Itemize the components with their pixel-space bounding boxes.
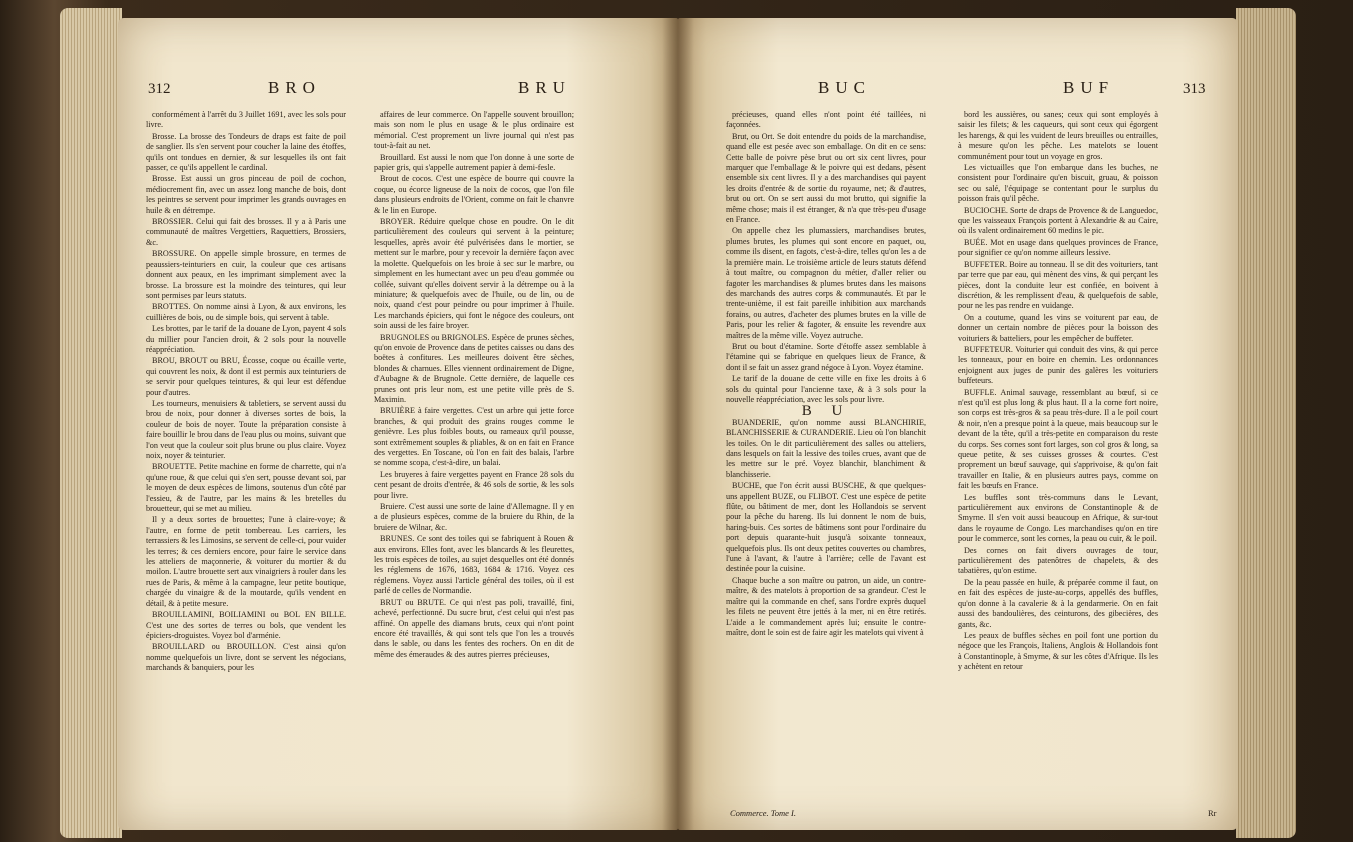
left-running-head-2: BRU [518,78,571,97]
left-page [118,18,678,830]
right-column-1 [726,110,926,639]
dictionary-entry: BUCHE, que l'on écrit aussi BUSCHE, & que quelques-uns appellent BUZE, ou FLIBOT. C'est une espèce de petite flûte, ou bâtiment de mer, dont les Hollandois se servent pour la pêche du hareng. Ils lui donnent le nom de buis, haring-buis. Ces sortes de bâtimens sont pour l'ordinaire du port depuis quarante-huit jusqu'à soixante tonneaux, quelquefois plus. Ils ont deux petites couvertes ou chambres, l'une à l'avant, & l'autre à l'arrière; celle de l'avant est destinée pour la cuisine. [726,481,926,574]
left-running-head-1: BRO [268,78,321,97]
right-running-head-2: BUF [1063,78,1115,97]
dictionary-entry: On appelle chez les plumassiers, marchandises brutes, plumes brutes, les plumes qui sont encore en paquet, ou, comme ils disent, en fagots, c'est-à-dire, telles qu'on les a de la première main. Le troisième article de leurs statuts défend à tout maître, ou compagnon du métier, d'aller relier ou fagoter les marchandises & plumes brutes dans les maisons des marchands des autres corps & communautés. Et par le trente-unième, il est fait pareille inhibition aux marchands forains, ou autres, d'acheter des plumes brutes en la ville de Paris, pour les relier & fagoter, & ensuite les revendre aux maîtres de la même ville. Voyez autruche. [726,226,926,340]
dictionary-entry: On a coutume, quand les vins se voiturent par eau, de donner un certain nombre de pièces pour la boisson des voituriers & batteliers, pour les empêcher de buffeter. [958,312,1158,343]
dictionary-entry: BRUIÈRE à faire vergettes. C'est un arbre qui jette force branches, & qui produit des grains rouges comme le genièvre. Les plus foibles bouts, ou rameaux qu'il pousse, sont extrêmement souples & pliables, & on en fait en France des vergettes. En Toscane, où l'on en fait des balais, l'arbre se nomme scopa, c'est-à-dire, un balai. [374,406,574,468]
section-heading: B U [801,403,851,420]
dictionary-entry: affaires de leur commerce. On l'appelle souvent brouillon; mais son nom le plus en usage & le plus ordinaire est mémorial. C'est proprement un livre journal qui n'est pas tout-à-fait au net. [374,110,574,151]
dictionary-entry: BROUILLARD ou BROUILLON. C'est ainsi qu'on nomme quelquefois un livre, dont se servent les négocians, marchands & banquiers, pour les [146,642,346,673]
left-column-1 [146,110,346,675]
dictionary-entry: BROU, BROUT ou BRU, Écosse, coque ou écaille verte, qui couvrent les noix, & dont il est permis aux teinturiers de se servir pour quelques teintures, & qui leur est défendue pour d'autres. [146,356,346,397]
right-page-edges [1236,8,1296,838]
dictionary-entry: BROSSIER. Celui qui fait des brosses. Il y a à Paris une communauté de maîtres Vergettiers, Raquettiers, Brossiers, &c. [146,217,346,247]
dictionary-entry: Brosse. La brosse des Tondeurs de draps est faite de poil de sanglier. Ils s'en servent pour coucher la laine des étoffes, qu'ils ont tondues en dernier, & sur lesquelles ils ont fait passer, ce qu'ils appellent le cardinal. [146,131,346,173]
dictionary-entry: BUFFETEUR. Voiturier qui conduit des vins, & qui perce les tonneaux, pour en boire en chemin. Les ordonnances enjoignent aux juges de punir des galères les voituriers buffeteurs. [958,344,1158,386]
dictionary-entry: BRUT ou BRUTE. Ce qui n'est pas poli, travaillé, fini, achevé, perfectionné. Du sucre brut, c'est celui qui n'est pas affiné. On appelle des diamans bruts, ceux qui n'ont point encore été travaillés, & qui sont tels que l'on les a trouvés dans le sable, ou dans les fentes des rochers. On en dit de même des émeraudes & des autres pierres précieuses, [374,597,574,659]
dictionary-entry: BUFFLE. Animal sauvage, ressemblant au bœuf, si ce n'est qu'il est plus long & plus haut. Il a la corne fort noire, son corps est très-gros & sa peau très-dure. Il a le poil court & noir, n'en a presque point à la queue, mais beaucoup sur le devant de la tête, qu'il a très-petite en comparaison du reste du corps. Ses cornes sont fort larges, son col gros & long, sa queue petite, & ses cuisses grosses & courtes. C'est proprement un bœuf sauvage, qui s'apprivoise, & qu'on fait travailler en Italie, & en plusieurs autres pays, comme on fait les bœufs en France. [958,387,1158,491]
dictionary-entry: Des cornes on fait divers ouvrages de tour, particulièrement des patenôtres de chapelets, & des tabatières, qu'on estime. [958,545,1158,576]
dictionary-entry: BROUETTE. Petite machine en forme de charrette, qui n'a qu'une roue, & que celui qui s'en sert, pousse devant soi, par le moyen de deux espèces de limons, soutenus d'un côté par l'essieu, & de l'autre, par les mains & les bretelles du brouetteur, qui se met au milieu. [146,462,346,514]
dictionary-entry: BRUNES. Ce sont des toiles qui se fabriquent à Rouen & aux environs. Elles font, avec les blancards & les fleurettes, les trois espèces de toiles, au sujet desquelles ont été donnés les réglemens de 1676, 1683, 1684 & 1716. Voyez ces réglemens. Voyez aussi l'article général des toiles, où il est parlé de celles de Normandie. [374,534,574,596]
dictionary-entry: Les peaux de buffles sèches en poil font une portion du négoce que les François, Italiens, Anglois & Hollandois font à Constantinople, à Smyrne, & sur les côtes d'Afrique. Ils les y achètent en retour [958,630,1158,672]
dictionary-entry: Les buffles sont très-communs dans le Levant, particulièrement aux environs de Constantinople & de Smyrne. Il s'en voit aussi beaucoup en Afrique, & sur-tout dans le royaume de Congo. Les marchandises qu'on en tire pour le commerce, sont les cornes, la peau ou cuir, & le poil. [958,492,1158,544]
footer-volume: Commerce. Tome I. [730,808,796,818]
dictionary-entry: Les brottes, par le tarif de la douane de Lyon, payent 4 sols du millier pour l'ancien droit, & 2 sols pour la nouvelle réappréciation. [146,324,346,354]
dictionary-entry: Brouillard. Est aussi le nom que l'on donne à une sorte de papier gris, qui s'appelle autrement papier à demi-fesle. [374,152,574,173]
left-page-number: 312 [148,81,171,97]
dictionary-entry: Bruiere. C'est aussi une sorte de laine d'Allemagne. Il y en a de plusieurs espèces, comme de la bruiere du Rhin, de la bruiere de Wilnar, &c. [374,502,574,532]
signature-mark: Rr [1208,808,1217,818]
left-page-edges [60,8,122,838]
dictionary-entry: bord les aussières, ou sanes; ceux qui sont employés à saisir les filets; & les caqueurs, qui sont ceux qui égorgent les harengs, & qui les vuident de leurs breuilles ou entrailles, à mesure qu'on les pêche. Les matelots se louent communément pour tout un voyage en gros. [958,110,1158,161]
dictionary-entry: BUANDERIE, qu'on nomme aussi BLANCHIRIE, BLANCHISSERIE & CURANDERIE. Lieu où l'on blanchit les toiles. On le dit particulièrement des salles ou atteliers, dans lesquels on fait la lessive des toiles crues, avant que de les mettre sur le pré. Voyez blanchir, blanchiment & blanchisserie. [726,417,926,479]
dictionary-entry: Brut ou bout d'étamine. Sorte d'étoffe assez semblable à l'étamine qui se fabrique en quelques lieux de France, & dont il se fait un assez grand négoce à Lyon. Voyez étamine. [726,341,926,372]
dictionary-entry: Le tarif de la douane de cette ville en fixe les droits à 6 sols du quintal pour l'ancienne taxe, & à 3 sols pour la nouvelle réappréciation, avec les sols pour livre. [726,374,926,404]
dictionary-entry: BROTTES. On nomme ainsi à Lyon, & aux environs, les cuillières de bois, ou de simple bois, qui servent à table. [146,302,346,322]
dictionary-entry: Il y a deux sortes de brouettes; l'une à claire-voye; & l'autre, en forme de petit tombereau. Les carriers, les terrassiers & les Limosins, se servent de celle-ci, pour vuider les terres; & ces derniers encore, pour faire le service dans les atteliers de maçonnerie, & voiturer du mortier & du moilon. L'autre brouette sert aux vinaigriers à rouler dans les rues de Paris, & même à la campagne, leur petite boutique, chargée du vinaigre & de la moutarde, qu'ils vendent en détail, & à petite mesure. [146,515,346,608]
dictionary-entry: Les tourneurs, menuisiers & tabletiers, se servent aussi du brou de noix, pour donner à diverses sortes de bois, la couleur de bois de noyer. Toute la préparation consiste à faire bouillir le brou dans de l'eau plus ou moins, suivant que l'on veut que la couleur soit plus brune ou plus claire. Voyez noix, noyer & teinturier. [146,398,346,460]
dictionary-entry: BUFFETER. Boire au tonneau. Il se dit des voituriers, tant par terre que par eau, qui mènent des vins, & qui perçant les pièces, dont la conduite leur est confiée, en boivent à discrétion, & les remplissent d'eau, & quelquefois de sable, pour ne les pas rendre en vuidange. [958,259,1158,311]
dictionary-entry: Chaque buche a son maître ou patron, un aide, un contre-maître, & des matelots à proportion de sa grandeur. C'est le maître qui la commande en chef, sans l'ordre exprès duquel les filets ne peuvent être jettés à la mer, ni en être retirés. L'aide a le commandement après lui; ensuite le contre-maître, dont le soin est de faire agir les matelots qui vivent à [726,575,926,637]
dictionary-entry: conformément à l'arrêt du 3 Juillet 1691, avec les sols pour livre. [146,110,346,130]
dictionary-entry: BROYER. Réduire quelque chose en poudre. On le dit particulièrement des couleurs qui servent à la peinture; lesquelles, après avoir été pulvérisées dans le mortier, se mettent sur le marbre, pour y recevoir la dernière façon avec la molette. Quelquefois on les broie à sec sur le marbre, ou simplement en les humectant avec un peu d'eau gommée ou collée, suivant qu'elles doivent servir à la détrempe ou à la miniature; & quelquefois avec de l'huile, ou de lin, ou de noix, quand c'est pour peindre ou pour imprimer à l'huile. Les marchands épiciers, qui font le négoce des couleurs, ont soin aussi de les faire broyer. [374,217,574,331]
dictionary-entry: précieuses, quand elles n'ont point été taillées, ni façonnées. [726,110,926,130]
right-running-head-1: BUC [818,78,871,97]
dictionary-entry: BUÉE. Mot en usage dans quelques provinces de France, pour signifier ce qu'on nomme ailleurs lessive. [958,237,1158,258]
left-column-2 [374,110,574,661]
dictionary-entry: BROSSURE. On appelle simple brossure, en termes de peaussiers-teinturiers en cuir, la couleur que ces artisans donnent aux peaux, en les imprimant simplement avec la brosse. La brossure est la moindre des teintures, qui leur sont permises par leurs statuts. [146,249,346,300]
dictionary-entry: BRUGNOLES ou BRIGNOLES. Espèce de prunes sèches, qu'on envoie de Provence dans de petites caisses ou dans des boëtes à confitures. Les meilleures doivent être sèches, blondes & charnues. Elles viennent ordinairement de Digne, d'Aubagne & de Brugnole. Cette dernière, de laquelle ces prunes ont pris leur nom, est une petite ville près de S. Maximin. [374,332,574,404]
dictionary-entry: Brout de cocos. C'est une espèce de bourre qui couvre la coque, ou écorce ligneuse de la noix de cocos, que l'on file dans plusieurs endroits de l'Orient, comme on fait le chanvre & le lin en Europe. [374,174,574,215]
dictionary-entry: Brosse. Est aussi un gros pinceau de poil de cochon, médiocrement fin, avec un assez long manche de bois, dont les peintres se servent pour imprimer les grands ouvrages en huile & en détrempe. [146,174,346,215]
right-page-number: 313 [1183,81,1206,97]
dictionary-entry: Brut, ou Ort. Se doit entendre du poids de la marchandise, quand elle est pesée avec son emballage. On dit en ce sens: Cette balle de poivre pèse brut ou ort six cent livres, pour marquer que l'emballage & le poivre qui est dedans, pèsent ensemble six cent livres. Il y a des marchandises qui payent les droits d'entrée & de sortie du royaume, net; & d'autres, brut ou ort. On se sert aussi du mot brutto, qui signifie la même chose; mais il est étranger, & n'a que très-peu d'usage en France. [726,131,926,225]
right-page [678,18,1238,830]
dictionary-entry: BROUILLAMINI, BOILIAMINI ou BOL EN BILLE. C'est une des sortes de terres ou bols, que vendent les épiciers-droguistes. Voyez bol d'arménie. [146,610,346,640]
dictionary-entry: Les victuailles que l'on embarque dans les buches, ne consistent pour l'ordinaire qu'en biscuit, gruau, & poisson sec ou salé, l'équipage se contentant pour le surplus du poisson frais qu'il pêche. [958,163,1158,204]
right-column-2 [958,110,1158,674]
dictionary-entry: BUCIOCHE. Sorte de draps de Provence & de Languedoc, que les vaisseaux François portent à Alexandrie & au Caire, où ils valent ordinairement 60 medins le pic. [958,205,1158,236]
dictionary-entry: Les bruyeres à faire vergettes payent en France 28 sols du cent pesant de droits d'entrée, & 46 sols de sortie, & les sols pour livre. [374,469,574,500]
dictionary-entry: De la peau passée en huile, & préparée comme il faut, on en fait des espèces de juste-au-corps, appellés des buffles, qu'on donne à la cavalerie & à la gendarmerie. On en fait aussi des bandoulières, des ceinturons, des gibecières, des gants, &c. [958,577,1158,629]
book-gutter [662,18,694,830]
